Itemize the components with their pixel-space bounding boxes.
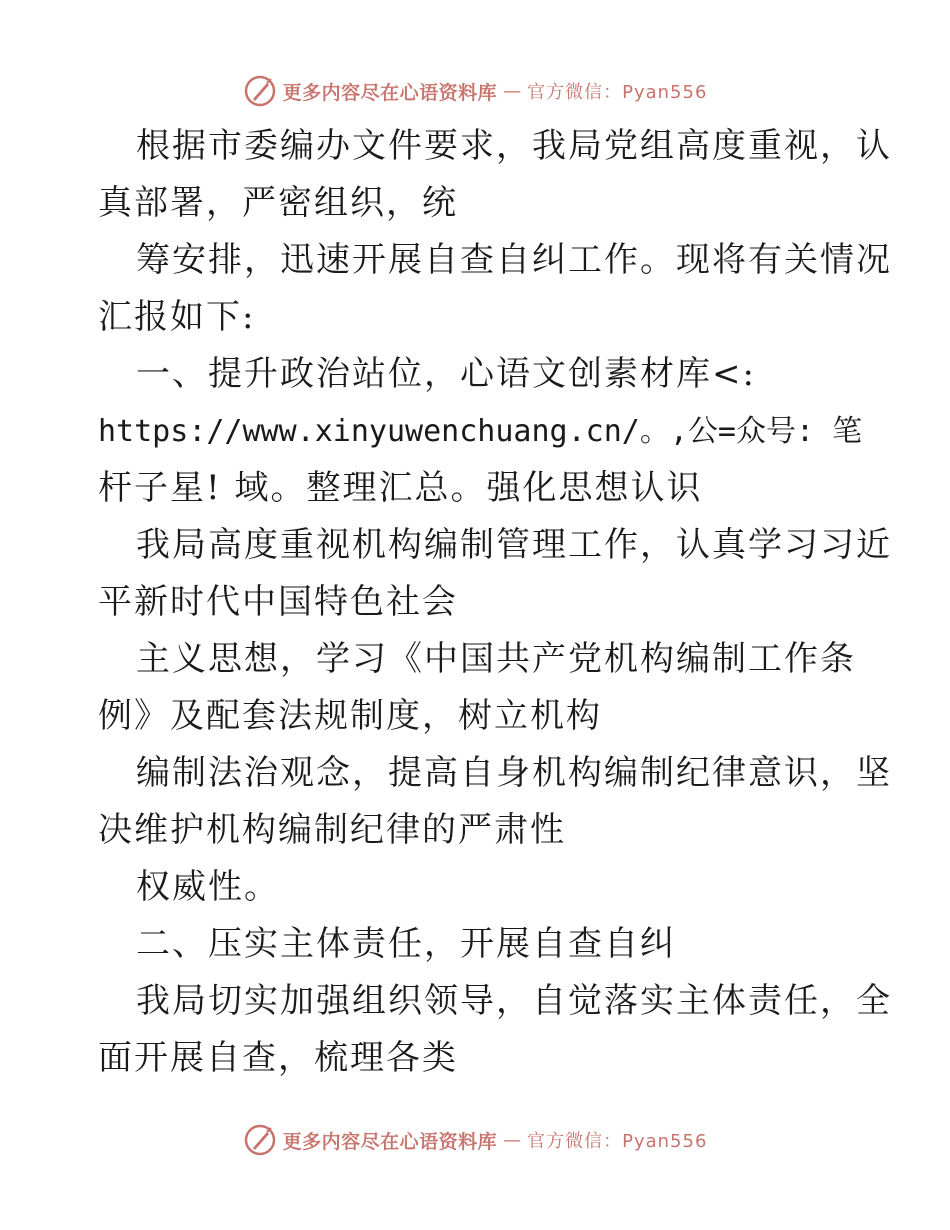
body-line: 平新时代中国特色社会	[98, 582, 458, 622]
body-line: 面开展自查，梳理各类	[98, 1038, 458, 1078]
banner-separator: —	[503, 1129, 522, 1151]
banner-contact: 官方微信：Pyan556	[527, 1131, 708, 1152]
body-line: 杆子星! 域。整理汇总。强化思想认识	[98, 468, 703, 508]
body-line: 真部署，严密组织，统	[98, 183, 458, 223]
body-line: 主义思想，学习《中国共产党机构编制工作条	[136, 639, 856, 679]
body-line: 汇报如下:	[98, 297, 256, 337]
body-line: 权威性。	[136, 867, 280, 907]
banner-title: 更多内容尽在心语资料库	[282, 1130, 498, 1153]
banner-separator: —	[503, 80, 522, 102]
body-line: 我局切实加强组织领导，自觉落实主体责任，全	[136, 981, 892, 1021]
footer-banner	[0, 1120, 950, 1160]
body-line: 编制法治观念，提高自身机构编制纪律意识，坚	[136, 753, 892, 793]
body-line: 根据市委编办文件要求，我局党组高度重视，认	[136, 126, 892, 166]
body-line: 例》及配套法规制度，树立机构	[98, 696, 602, 736]
section-heading: 二、压实主体责任，开展自查自纠	[136, 924, 676, 964]
document-body	[98, 118, 892, 1087]
quill-pen-circle-icon	[243, 1123, 277, 1157]
body-line: 我局高度重视机构编制管理工作，认真学习习近	[136, 525, 892, 565]
header-banner	[0, 71, 950, 111]
section-heading: 一、提升政治站位，心语文创素材库<:	[136, 354, 756, 394]
banner-title: 更多内容尽在心语资料库	[282, 81, 498, 104]
body-line: 决维护机构编制纪律的严肃性	[98, 810, 566, 850]
body-line: 筹安排，迅速开展自查自纠工作。现将有关情况	[136, 240, 892, 280]
banner-contact: 官方微信：Pyan556	[527, 82, 708, 103]
quill-pen-circle-icon	[243, 74, 277, 108]
body-line-url: https://www.xinyuwenchuang.cn/。,公=众号: 笔	[98, 414, 863, 449]
